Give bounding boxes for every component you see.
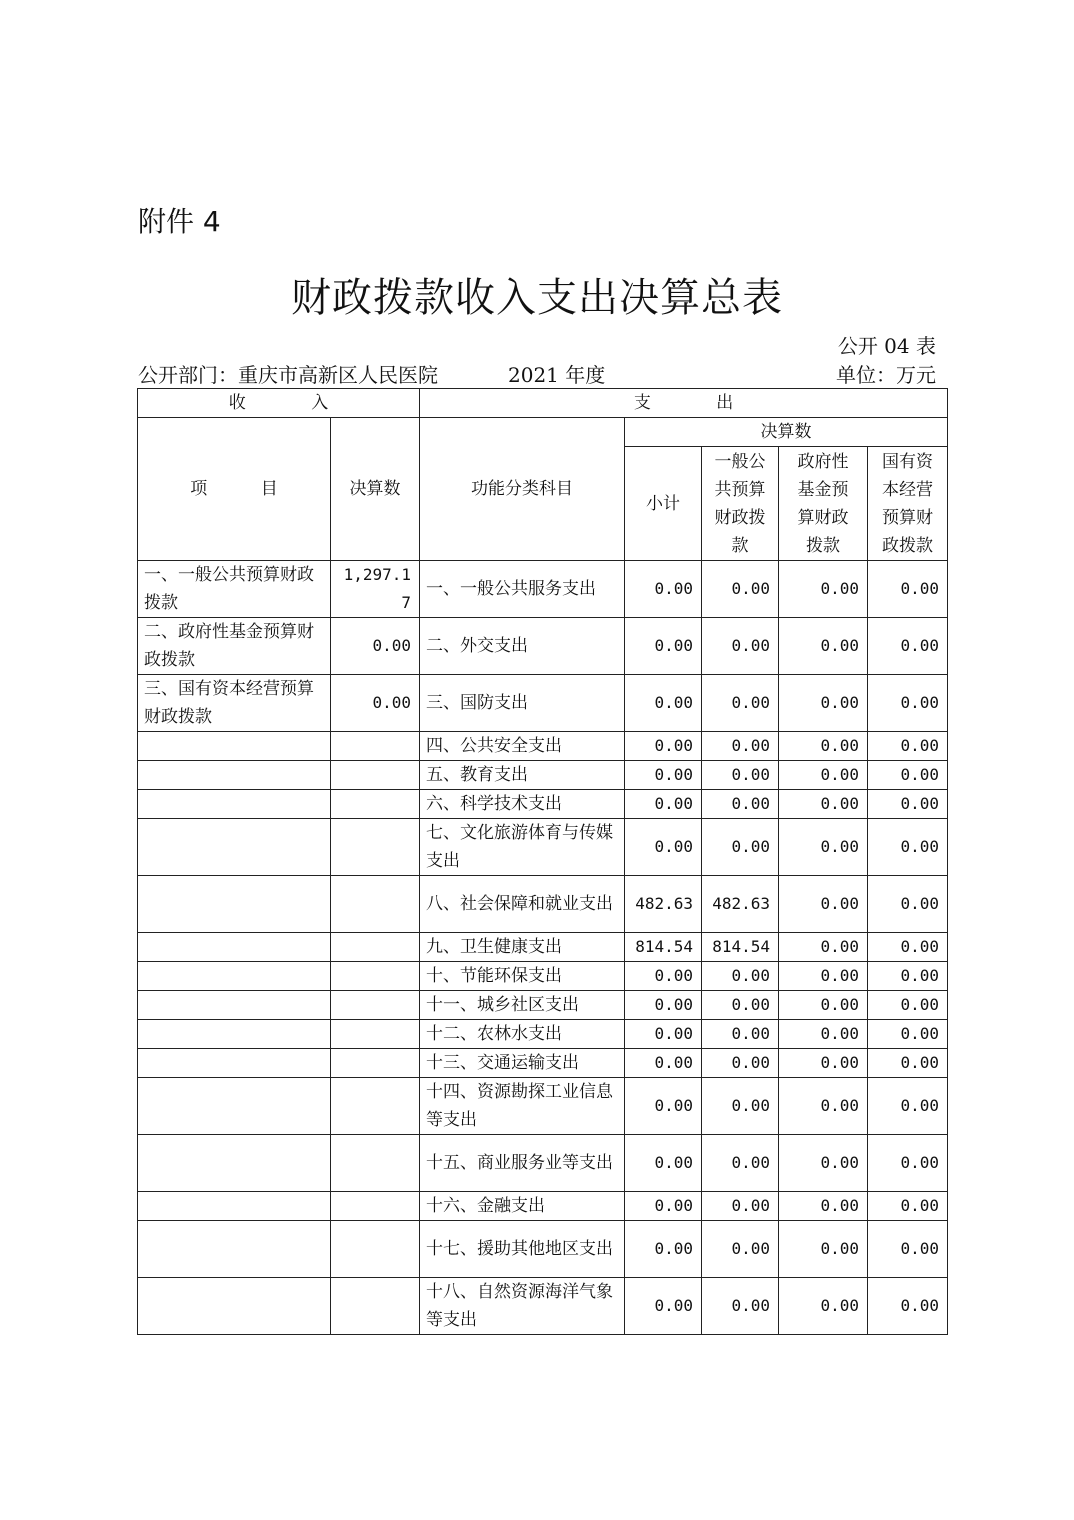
income-amount-cell: 0.00 (331, 618, 420, 675)
table-row (138, 790, 948, 819)
function-category-cell: 十、节能环保支出 (420, 962, 625, 991)
income-section-header: 收 入 (138, 389, 420, 418)
general-public-cell: 0.00 (702, 675, 779, 732)
income-item-cell (138, 1135, 331, 1192)
income-item-cell: 一、一般公共预算财政拨款 (138, 561, 331, 618)
income-amount-cell (331, 1278, 420, 1335)
income-amount-cell (331, 1078, 420, 1135)
income-amount-cell (331, 962, 420, 991)
department: 公开部门：重庆市高新区人民医院 (138, 363, 438, 387)
function-category-cell: 九、卫生健康支出 (420, 933, 625, 962)
function-category-cell: 十一、城乡社区支出 (420, 991, 625, 1020)
subtotal-cell: 0.00 (625, 675, 702, 732)
income-amount-cell (331, 790, 420, 819)
subtotal-cell: 0.00 (625, 618, 702, 675)
state-capital-cell: 0.00 (868, 1020, 948, 1049)
general-public-cell: 0.00 (702, 1020, 779, 1049)
gov-fund-cell: 0.00 (779, 991, 868, 1020)
income-amount-cell (331, 933, 420, 962)
gov-fund-cell: 0.00 (779, 1049, 868, 1078)
item-header: 项 目 (138, 418, 331, 561)
subtotal-cell: 0.00 (625, 1278, 702, 1335)
income-amount-cell (331, 761, 420, 790)
state-capital-cell: 0.00 (868, 1192, 948, 1221)
income-amount-cell (331, 1020, 420, 1049)
table-row (138, 1020, 948, 1049)
table-code: 公开 04 表 (837, 334, 936, 358)
table-row (138, 618, 948, 675)
income-item-cell (138, 991, 331, 1020)
state-capital-cell: 0.00 (868, 732, 948, 761)
function-category-cell: 七、文化旅游体育与传媒支出 (420, 819, 625, 876)
state-capital-cell: 0.00 (868, 819, 948, 876)
function-category-cell: 一、一般公共服务支出 (420, 561, 625, 618)
gov-fund-cell: 0.00 (779, 618, 868, 675)
gov-fund-cell: 0.00 (779, 761, 868, 790)
state-capital-cell: 0.00 (868, 561, 948, 618)
general-public-cell: 0.00 (702, 732, 779, 761)
state-capital-cell: 0.00 (868, 790, 948, 819)
subtotal-cell: 0.00 (625, 1221, 702, 1278)
state-capital-cell: 0.00 (868, 1078, 948, 1135)
table-row (138, 732, 948, 761)
income-item-cell (138, 933, 331, 962)
function-category-cell: 四、公共安全支出 (420, 732, 625, 761)
subtotal-cell: 0.00 (625, 819, 702, 876)
table-row (138, 761, 948, 790)
fiscal-table (137, 388, 948, 1335)
gov-fund-cell: 0.00 (779, 933, 868, 962)
general-public-cell: 0.00 (702, 1049, 779, 1078)
function-category-cell: 八、社会保障和就业支出 (420, 876, 625, 933)
income-amount-cell (331, 991, 420, 1020)
function-category-cell: 十三、交通运输支出 (420, 1049, 625, 1078)
subtotal-cell: 0.00 (625, 1078, 702, 1135)
subtotal-cell: 0.00 (625, 1020, 702, 1049)
function-category-cell: 十七、援助其他地区支出 (420, 1221, 625, 1278)
general-public-cell: 0.00 (702, 1135, 779, 1192)
fiscal-year: 2021 年度 (508, 363, 606, 387)
state-capital-cell: 0.00 (868, 761, 948, 790)
income-amount-cell (331, 819, 420, 876)
table-row (138, 1192, 948, 1221)
gov-fund-cell: 0.00 (779, 1078, 868, 1135)
income-item-cell (138, 962, 331, 991)
income-item-cell (138, 790, 331, 819)
state-capital-header: 国有资本经营预算财政拨款 (868, 447, 948, 561)
gov-fund-cell: 0.00 (779, 1192, 868, 1221)
expenditure-section-header: 支 出 (420, 389, 948, 418)
subtotal-cell: 0.00 (625, 561, 702, 618)
general-public-header: 一般公共预算财政拨款 (702, 447, 779, 561)
final-amount-header: 决算数 (331, 418, 420, 561)
income-amount-cell (331, 1192, 420, 1221)
general-public-cell: 0.00 (702, 761, 779, 790)
table-row (138, 819, 948, 876)
function-category-cell: 十二、农林水支出 (420, 1020, 625, 1049)
subtotal-cell: 0.00 (625, 962, 702, 991)
income-amount-cell (331, 1135, 420, 1192)
income-amount-cell: 1,297.17 (331, 561, 420, 618)
state-capital-cell: 0.00 (868, 1278, 948, 1335)
page-title: 财政拨款收入支出决算总表 (291, 275, 783, 321)
income-item-cell (138, 1078, 331, 1135)
state-capital-cell: 0.00 (868, 933, 948, 962)
general-public-cell: 0.00 (702, 991, 779, 1020)
gov-fund-cell: 0.00 (779, 1135, 868, 1192)
income-amount-cell (331, 1221, 420, 1278)
subtotal-cell: 0.00 (625, 732, 702, 761)
table-row (138, 675, 948, 732)
general-public-cell: 0.00 (702, 1078, 779, 1135)
gov-fund-cell: 0.00 (779, 962, 868, 991)
subtotal-cell: 0.00 (625, 1049, 702, 1078)
function-category-cell: 十八、自然资源海洋气象等支出 (420, 1278, 625, 1335)
income-amount-cell (331, 876, 420, 933)
general-public-cell: 0.00 (702, 790, 779, 819)
state-capital-cell: 0.00 (868, 876, 948, 933)
general-public-cell: 0.00 (702, 1192, 779, 1221)
table-row (138, 1049, 948, 1078)
subtotal-cell: 482.63 (625, 876, 702, 933)
income-item-cell (138, 1278, 331, 1335)
general-public-cell: 0.00 (702, 618, 779, 675)
gov-fund-cell: 0.00 (779, 819, 868, 876)
state-capital-cell: 0.00 (868, 991, 948, 1020)
unit-label: 单位：万元 (836, 363, 936, 387)
function-category-cell: 二、外交支出 (420, 618, 625, 675)
table-row (138, 876, 948, 933)
gov-fund-cell: 0.00 (779, 732, 868, 761)
state-capital-cell: 0.00 (868, 1049, 948, 1078)
subtotal-cell: 0.00 (625, 790, 702, 819)
gov-fund-cell: 0.00 (779, 561, 868, 618)
general-public-cell: 0.00 (702, 819, 779, 876)
table-row (138, 1221, 948, 1278)
table-row (138, 1278, 948, 1335)
general-public-cell: 0.00 (702, 1221, 779, 1278)
gov-fund-cell: 0.00 (779, 1221, 868, 1278)
state-capital-cell: 0.00 (868, 1221, 948, 1278)
table-row (138, 991, 948, 1020)
annex-label: 附件 4 (138, 205, 221, 238)
state-capital-cell: 0.00 (868, 618, 948, 675)
gov-fund-cell: 0.00 (779, 675, 868, 732)
subtotal-header: 小计 (625, 447, 702, 561)
income-item-cell (138, 876, 331, 933)
subtotal-cell: 0.00 (625, 1192, 702, 1221)
function-category-cell: 十五、商业服务业等支出 (420, 1135, 625, 1192)
income-item-cell (138, 761, 331, 790)
table-row (138, 962, 948, 991)
table-row (138, 933, 948, 962)
income-amount-cell (331, 1049, 420, 1078)
general-public-cell: 0.00 (702, 1278, 779, 1335)
general-public-cell: 0.00 (702, 962, 779, 991)
function-category-cell: 六、科学技术支出 (420, 790, 625, 819)
table-row (138, 1135, 948, 1192)
function-category-cell: 十四、资源勘探工业信息等支出 (420, 1078, 625, 1135)
function-category-cell: 三、国防支出 (420, 675, 625, 732)
income-item-cell (138, 1221, 331, 1278)
function-category-header: 功能分类科目 (420, 418, 625, 561)
final-amount-group-header: 决算数 (625, 418, 948, 447)
function-category-cell: 十六、金融支出 (420, 1192, 625, 1221)
income-item-cell (138, 1020, 331, 1049)
income-item-cell: 二、政府性基金预算财政拨款 (138, 618, 331, 675)
gov-fund-header: 政府性基金预算财政拨款 (779, 447, 868, 561)
subtotal-cell: 0.00 (625, 761, 702, 790)
subtotal-cell: 814.54 (625, 933, 702, 962)
state-capital-cell: 0.00 (868, 675, 948, 732)
state-capital-cell: 0.00 (868, 1135, 948, 1192)
gov-fund-cell: 0.00 (779, 1020, 868, 1049)
state-capital-cell: 0.00 (868, 962, 948, 991)
table-row (138, 561, 948, 618)
general-public-cell: 0.00 (702, 561, 779, 618)
income-item-cell: 三、国有资本经营预算财政拨款 (138, 675, 331, 732)
subtotal-cell: 0.00 (625, 991, 702, 1020)
general-public-cell: 482.63 (702, 876, 779, 933)
gov-fund-cell: 0.00 (779, 876, 868, 933)
gov-fund-cell: 0.00 (779, 1278, 868, 1335)
function-category-cell: 五、教育支出 (420, 761, 625, 790)
income-item-cell (138, 1049, 331, 1078)
table-row (138, 1078, 948, 1135)
subtotal-cell: 0.00 (625, 1135, 702, 1192)
gov-fund-cell: 0.00 (779, 790, 868, 819)
income-item-cell (138, 819, 331, 876)
income-amount-cell (331, 732, 420, 761)
general-public-cell: 814.54 (702, 933, 779, 962)
income-amount-cell: 0.00 (331, 675, 420, 732)
income-item-cell (138, 732, 331, 761)
income-item-cell (138, 1192, 331, 1221)
